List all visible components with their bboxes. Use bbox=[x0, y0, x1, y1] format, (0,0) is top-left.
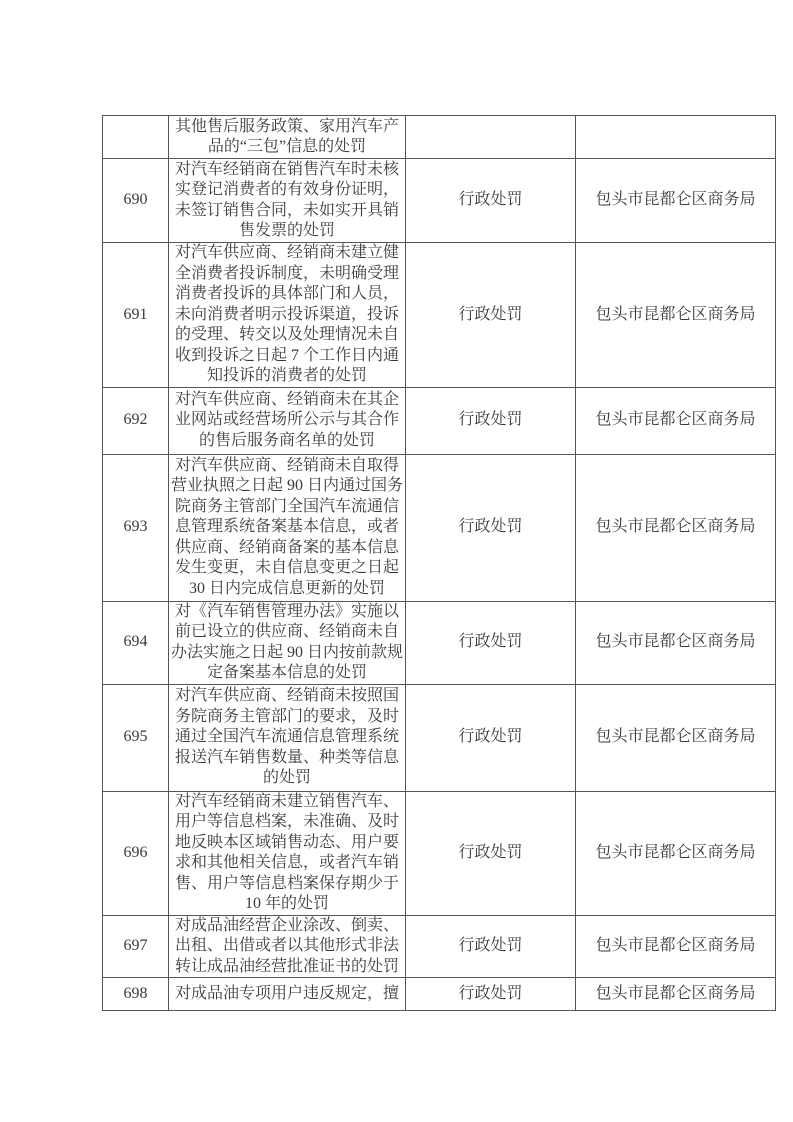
cell-penalty-type bbox=[406, 116, 576, 159]
cell-implementing-agency: 包头市昆都仑区商务局 bbox=[576, 978, 776, 1011]
cell-penalty-name: 其他售后服务政策、家用汽车产品的“三包”信息的处罚 bbox=[169, 116, 406, 159]
cell-seq-number: 695 bbox=[103, 684, 169, 791]
cell-implementing-agency: 包头市昆都仑区商务局 bbox=[576, 684, 776, 791]
table-row bbox=[103, 978, 776, 1011]
table-row bbox=[103, 159, 776, 243]
cell-implementing-agency: 包头市昆都仑区商务局 bbox=[576, 915, 776, 978]
cell-seq-number: 691 bbox=[103, 243, 169, 388]
table-row bbox=[103, 791, 776, 915]
cell-seq-number: 697 bbox=[103, 915, 169, 978]
penalty-items-table bbox=[102, 115, 776, 1011]
cell-implementing-agency: 包头市昆都仑区商务局 bbox=[576, 791, 776, 915]
table-row bbox=[103, 684, 776, 791]
cell-penalty-type: 行政处罚 bbox=[406, 601, 576, 684]
cell-penalty-type: 行政处罚 bbox=[406, 791, 576, 915]
table-row bbox=[103, 454, 776, 601]
cell-penalty-name: 对成品油专项用户违反规定，擅 bbox=[169, 978, 406, 1011]
cell-implementing-agency bbox=[576, 116, 776, 159]
cell-penalty-type: 行政处罚 bbox=[406, 454, 576, 601]
table-row bbox=[103, 915, 776, 978]
cell-penalty-name: 对汽车供应商、经销商未建立健全消费者投诉制度，未明确受理消费者投诉的具体部门和人员，未向消费者明示投诉渠道，投诉的受理、转交以及处理情况未自收到投诉之日起 7 个工作日内通知投诉的消费者的处罚 bbox=[169, 243, 406, 388]
cell-implementing-agency: 包头市昆都仑区商务局 bbox=[576, 387, 776, 454]
cell-penalty-type: 行政处罚 bbox=[406, 684, 576, 791]
cell-seq-number: 698 bbox=[103, 978, 169, 1011]
cell-implementing-agency: 包头市昆都仑区商务局 bbox=[576, 601, 776, 684]
cell-penalty-name: 对《汽车销售管理办法》实施以前已设立的供应商、经销商未自办法实施之日起 90 日内按前款规定备案基本信息的处罚 bbox=[169, 601, 406, 684]
cell-penalty-type: 行政处罚 bbox=[406, 159, 576, 243]
cell-penalty-name: 对汽车经销商在销售汽车时未核实登记消费者的有效身份证明，未签订销售合同，未如实开具销售发票的处罚 bbox=[169, 159, 406, 243]
cell-seq-number: 692 bbox=[103, 387, 169, 454]
cell-seq-number: 693 bbox=[103, 454, 169, 601]
cell-penalty-name: 对汽车供应商、经销商未自取得营业执照之日起 90 日内通过国务院商务主管部门全国汽车流通信息管理系统备案基本信息，或者供应商、经销商备案的基本信息发生变更，未自信息变更之日起 30 日内完成信息更新的处罚 bbox=[169, 454, 406, 601]
table-row bbox=[103, 243, 776, 388]
cell-penalty-type: 行政处罚 bbox=[406, 387, 576, 454]
cell-penalty-type: 行政处罚 bbox=[406, 915, 576, 978]
cell-penalty-name: 对汽车供应商、经销商未按照国务院商务主管部门的要求，及时通过全国汽车流通信息管理系统报送汽车销售数量、种类等信息的处罚 bbox=[169, 684, 406, 791]
cell-implementing-agency: 包头市昆都仑区商务局 bbox=[576, 454, 776, 601]
table-row bbox=[103, 601, 776, 684]
cell-penalty-type: 行政处罚 bbox=[406, 978, 576, 1011]
cell-penalty-name: 对汽车供应商、经销商未在其企业网站或经营场所公示与其合作的售后服务商名单的处罚 bbox=[169, 387, 406, 454]
cell-seq-number: 690 bbox=[103, 159, 169, 243]
table-row bbox=[103, 387, 776, 454]
cell-seq-number bbox=[103, 116, 169, 159]
cell-penalty-name: 对汽车经销商未建立销售汽车、用户等信息档案，未准确、及时地反映本区域销售动态、用户要求和其他相关信息，或者汽车销售、用户等信息档案保存期少于 10 年的处罚 bbox=[169, 791, 406, 915]
cell-penalty-name: 对成品油经营企业涂改、倒卖、出租、出借或者以其他形式非法转让成品油经营批准证书的处罚 bbox=[169, 915, 406, 978]
cell-seq-number: 694 bbox=[103, 601, 169, 684]
cell-implementing-agency: 包头市昆都仑区商务局 bbox=[576, 243, 776, 388]
cell-implementing-agency: 包头市昆都仑区商务局 bbox=[576, 159, 776, 243]
cell-penalty-type: 行政处罚 bbox=[406, 243, 576, 388]
table-row bbox=[103, 116, 776, 159]
cell-seq-number: 696 bbox=[103, 791, 169, 915]
